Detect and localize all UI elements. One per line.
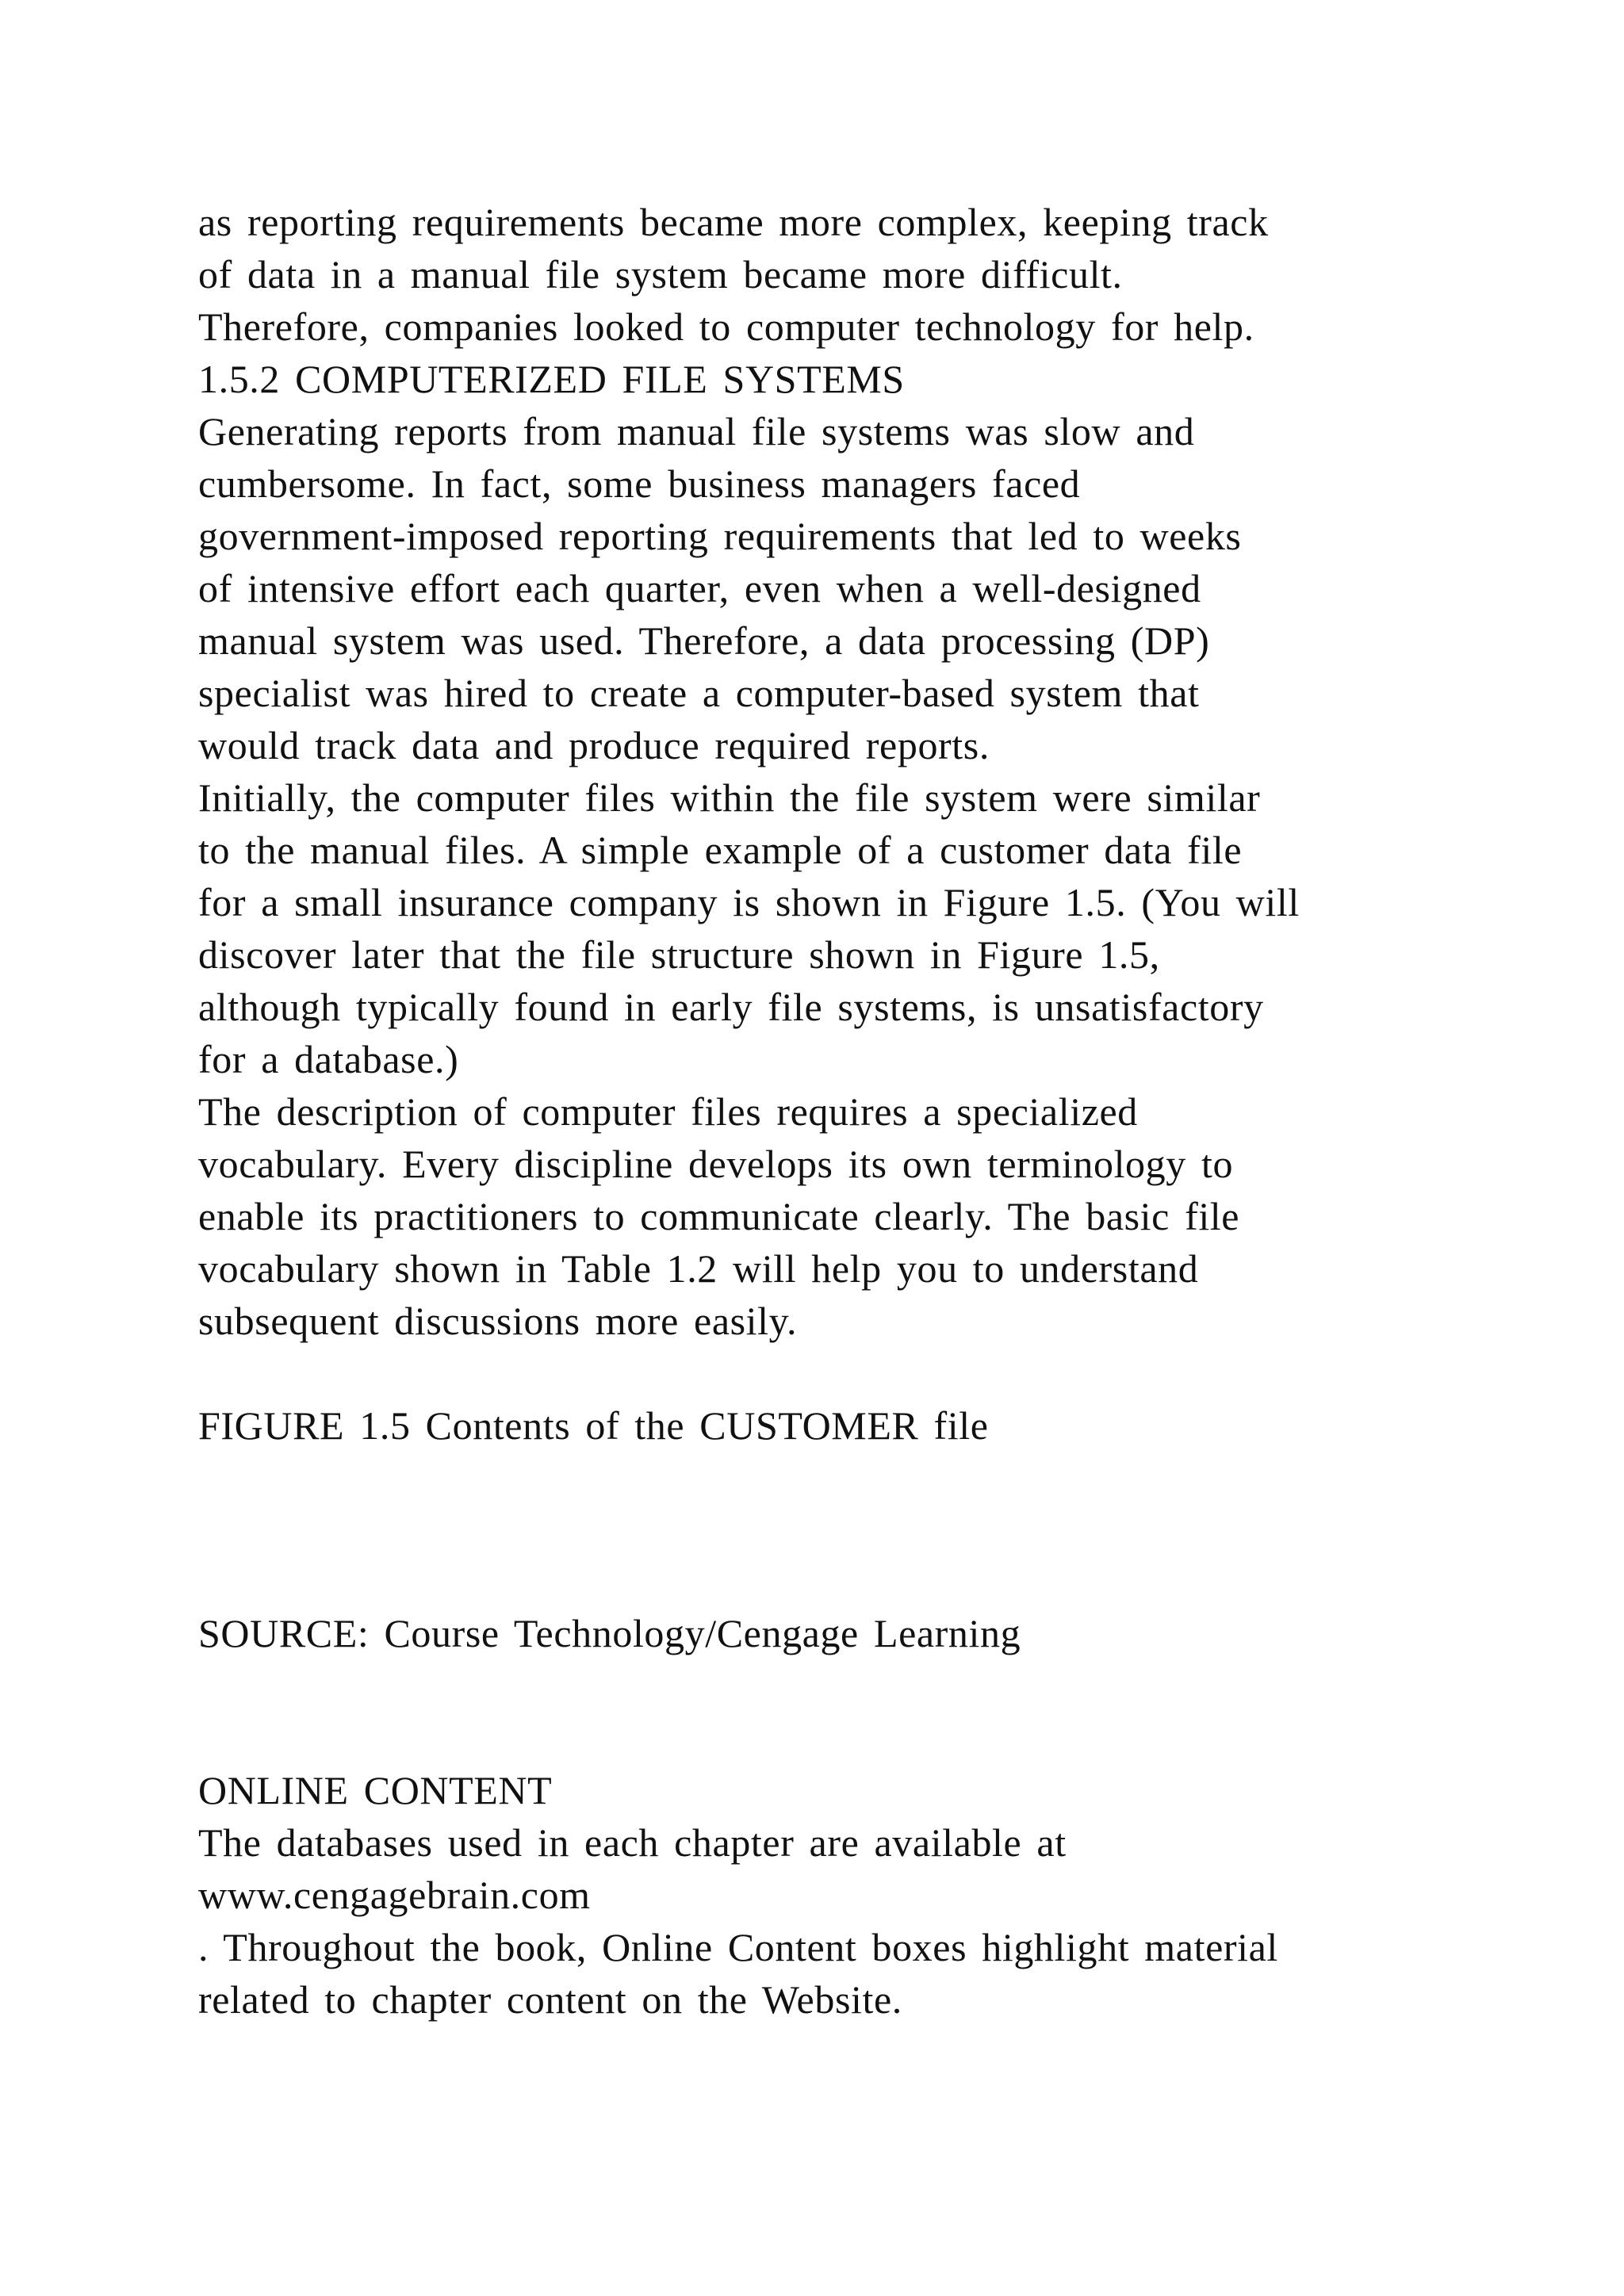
text-line: although typically found in early file systems, is unsatisfactory — [198, 985, 1264, 1029]
section-heading: 1.5.2 COMPUTERIZED FILE SYSTEMS — [198, 357, 905, 401]
text-line: of data in a manual file system became more difficult. — [198, 252, 1123, 297]
text-line: subsequent discussions more easily. — [198, 1299, 798, 1343]
text-line: vocabulary. Every discipline develops its own terminology to — [198, 1142, 1234, 1186]
text-line: Generating reports from manual file systems was slow and — [198, 409, 1195, 453]
text-line: for a database.) — [198, 1037, 459, 1081]
text-line: specialist was hired to create a computer-based system that — [198, 671, 1200, 715]
text-line: government-imposed reporting requirements that led to weeks — [198, 514, 1242, 558]
url-text: www.cengagebrain.com — [198, 1873, 591, 1917]
text-line: vocabulary shown in Table 1.2 will help you to understand — [198, 1246, 1199, 1291]
text-line: related to chapter content on the Website. — [198, 1977, 902, 2022]
figure-source: SOURCE: Course Technology/Cengage Learning — [198, 1611, 1021, 1655]
text-line: to the manual files. A simple example of a customer data file — [198, 828, 1243, 872]
text-line: enable its practitioners to communicate clearly. The basic file — [198, 1194, 1240, 1238]
text-line: would track data and produce required reports. — [198, 723, 990, 767]
text-line: cumbersome. In fact, some business managers faced — [198, 461, 1081, 506]
online-content-heading: ONLINE CONTENT — [198, 1768, 553, 1812]
text-line: The databases used in each chapter are available at — [198, 1820, 1067, 1865]
text-line: manual system was used. Therefore, a data processing (DP) — [198, 618, 1210, 663]
text-line: Therefore, companies looked to computer technology for help. — [198, 304, 1254, 349]
text-line: as reporting requirements became more complex, keeping track — [198, 200, 1269, 244]
text-line: discover later that the file structure shown in Figure 1.5, — [198, 932, 1160, 977]
text-line: of intensive effort each quarter, even when a well-designed — [198, 566, 1201, 610]
figure-caption: FIGURE 1.5 Contents of the CUSTOMER file — [198, 1403, 989, 1448]
text-line: . Throughout the book, Online Content boxes highlight material — [198, 1925, 1278, 1969]
text-line: Initially, the computer files within the file system were similar — [198, 775, 1261, 820]
text-line: The description of computer files requires a specialized — [198, 1089, 1138, 1134]
text-line: for a small insurance company is shown in Figure 1.5. (You will — [198, 880, 1300, 924]
